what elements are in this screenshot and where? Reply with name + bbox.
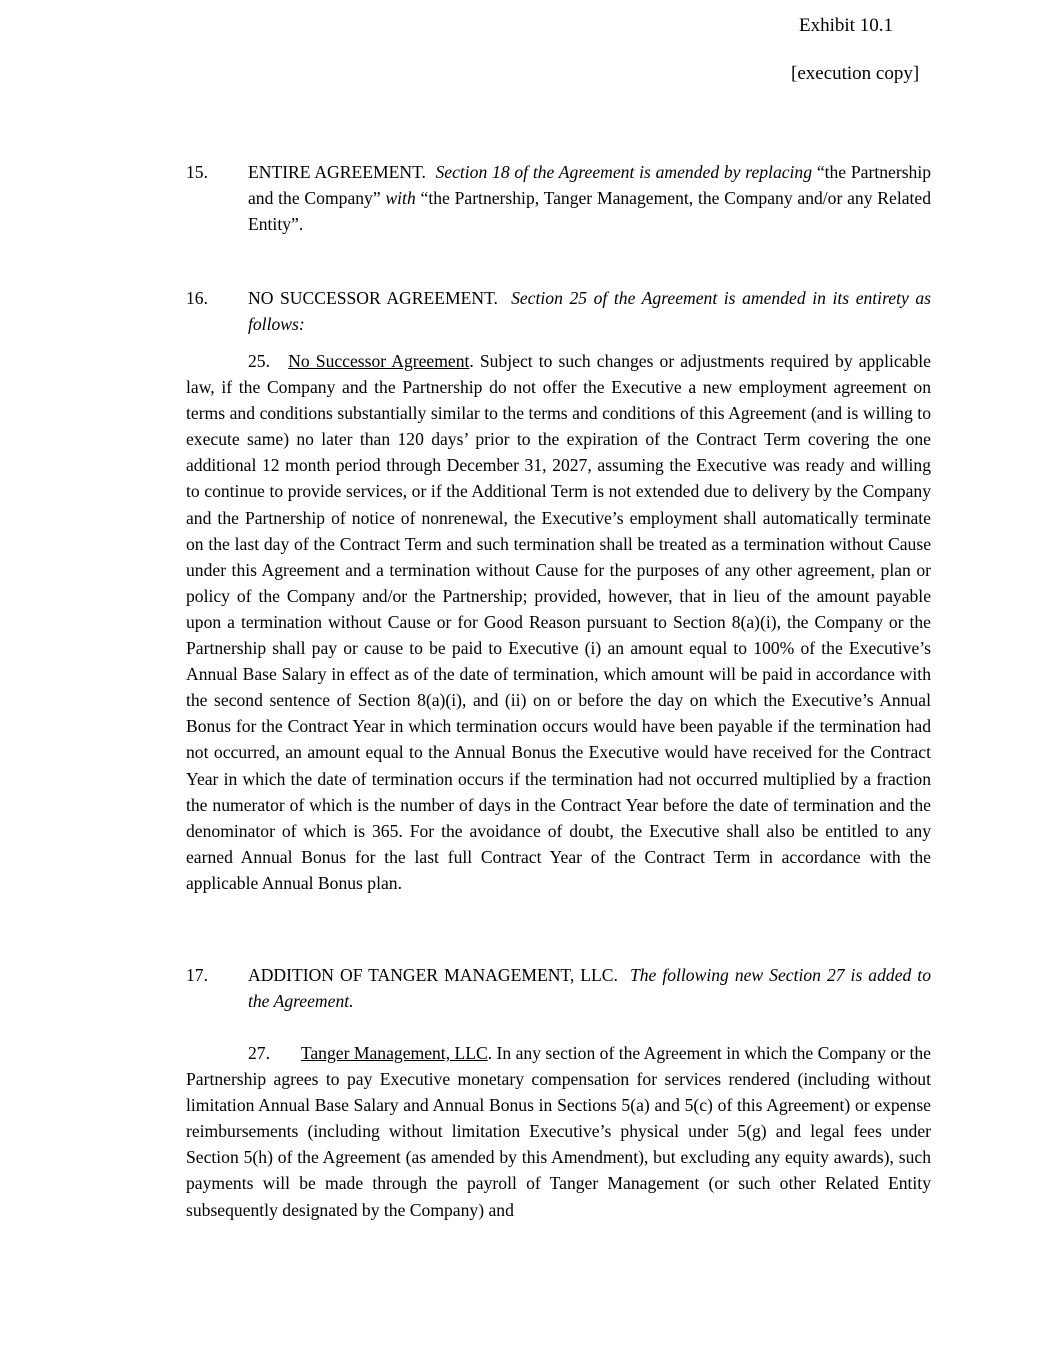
exhibit-label: Exhibit 10.1 bbox=[799, 15, 893, 36]
section-16 bbox=[186, 285, 931, 337]
section-15 bbox=[186, 159, 931, 237]
quoted-text: “the Partnership and the Company” bbox=[248, 162, 932, 209]
quoted-text: “the Partnership, Tanger Management, the Company and/or any Related Entity”. bbox=[248, 188, 932, 235]
paragraph-number: 27. bbox=[248, 1043, 270, 1063]
section-intro: The following new Section 27 is added to the Agreement. bbox=[248, 965, 931, 1012]
section-body bbox=[248, 159, 931, 237]
paragraph-number: 25. bbox=[248, 351, 270, 371]
paragraph-text: . Subject to such changes or adjustments required by applicable law, if the Company and the Partnership do not offer the Executive a new employment agreement on terms and conditions substantially similar to the terms and conditions of this Agreement (and is willing to execute same) no later than 120 days’ prior to the expiration of the Contract Term covering the one additional 12 month period through December 31, 2027, assuming the Executive was ready and willing to continue to provide services, or if the Additional Term is not extended due to delivery by the Company and the Partnership of notice of nonrenewal, the Executive’s employment shall automatically terminate on the last day of the Contract Term and such termination shall be treated as a termination without Cause under this Agreement and a termination without Cause for the purposes of any other agreement, plan or policy of the Company and/or the Partnership; provided, however, that in lieu of the amount payable upon a termination without Cause or for Good Reason pursuant to Section 8(a)(i), the Company or the Partnership shall pay or cause to be paid to Executive (i) an amount equal to 100% of the Executive’s Annual Base Salary in effect as of the date of termination, which amount will be paid in accordance with the second sentence of Section 8(a)(i), and (ii) on or before the day on which the Executive’s Annual Bonus for the Contract Year in which termination occurs would have been payable if the termination had not occurred, an amount equal to the Annual Bonus the Executive would have received for the Contract Year in which the date of termination occurs if the termination had not occurred multiplied by a fraction the numerator of which is the number of days in the Contract Year before the date of termination and the denominator of which is 365. For the avoidance of doubt, the Executive shall also be entitled to any earned Annual Bonus for the last full Contract Year of the Contract Term in accordance with the applicable Annual Bonus plan. bbox=[186, 351, 931, 893]
section-17 bbox=[186, 962, 931, 1014]
section-heading: ADDITION OF TANGER MANAGEMENT, LLC. bbox=[248, 965, 618, 985]
section-number: 15. bbox=[186, 162, 208, 182]
italic-connector: with bbox=[385, 188, 416, 209]
section-27-paragraph bbox=[186, 1040, 931, 1223]
section-25-paragraph bbox=[186, 348, 931, 896]
section-body bbox=[248, 285, 931, 337]
section-heading: ENTIRE AGREEMENT. bbox=[248, 162, 426, 182]
paragraph-text: . In any section of the Agreement in which the Company or the Partnership agrees to pay Executive monetary compensation for services rendered (including without limitation Annual Base Salary and Annual Bonus in Sections 5(a) and 5(c) of this Agreement) or expense reimbursements (including without limitation Executive’s physical under 5(g) and legal fees under Section 5(h) of the Agreement (as amended by this Amendment), but excluding any equity awards), such payments will be made through the payroll of Tanger Management (or such other Related Entity subsequently designated by the Company) and bbox=[186, 1043, 931, 1220]
section-heading: NO SUCCESSOR AGREEMENT. bbox=[248, 288, 498, 308]
section-number: 16. bbox=[186, 288, 208, 308]
section-intro: Section 25 of the Agreement is amended in its entirety as follows: bbox=[248, 288, 932, 335]
section-intro: Section 18 of the Agreement is amended by replacing bbox=[435, 162, 813, 182]
paragraph-title: No Successor Agreement bbox=[288, 351, 470, 371]
section-body bbox=[248, 962, 931, 1014]
paragraph-title: Tanger Management, LLC bbox=[300, 1043, 488, 1063]
section-number: 17. bbox=[186, 965, 208, 985]
execution-copy-label: [execution copy] bbox=[791, 63, 920, 84]
